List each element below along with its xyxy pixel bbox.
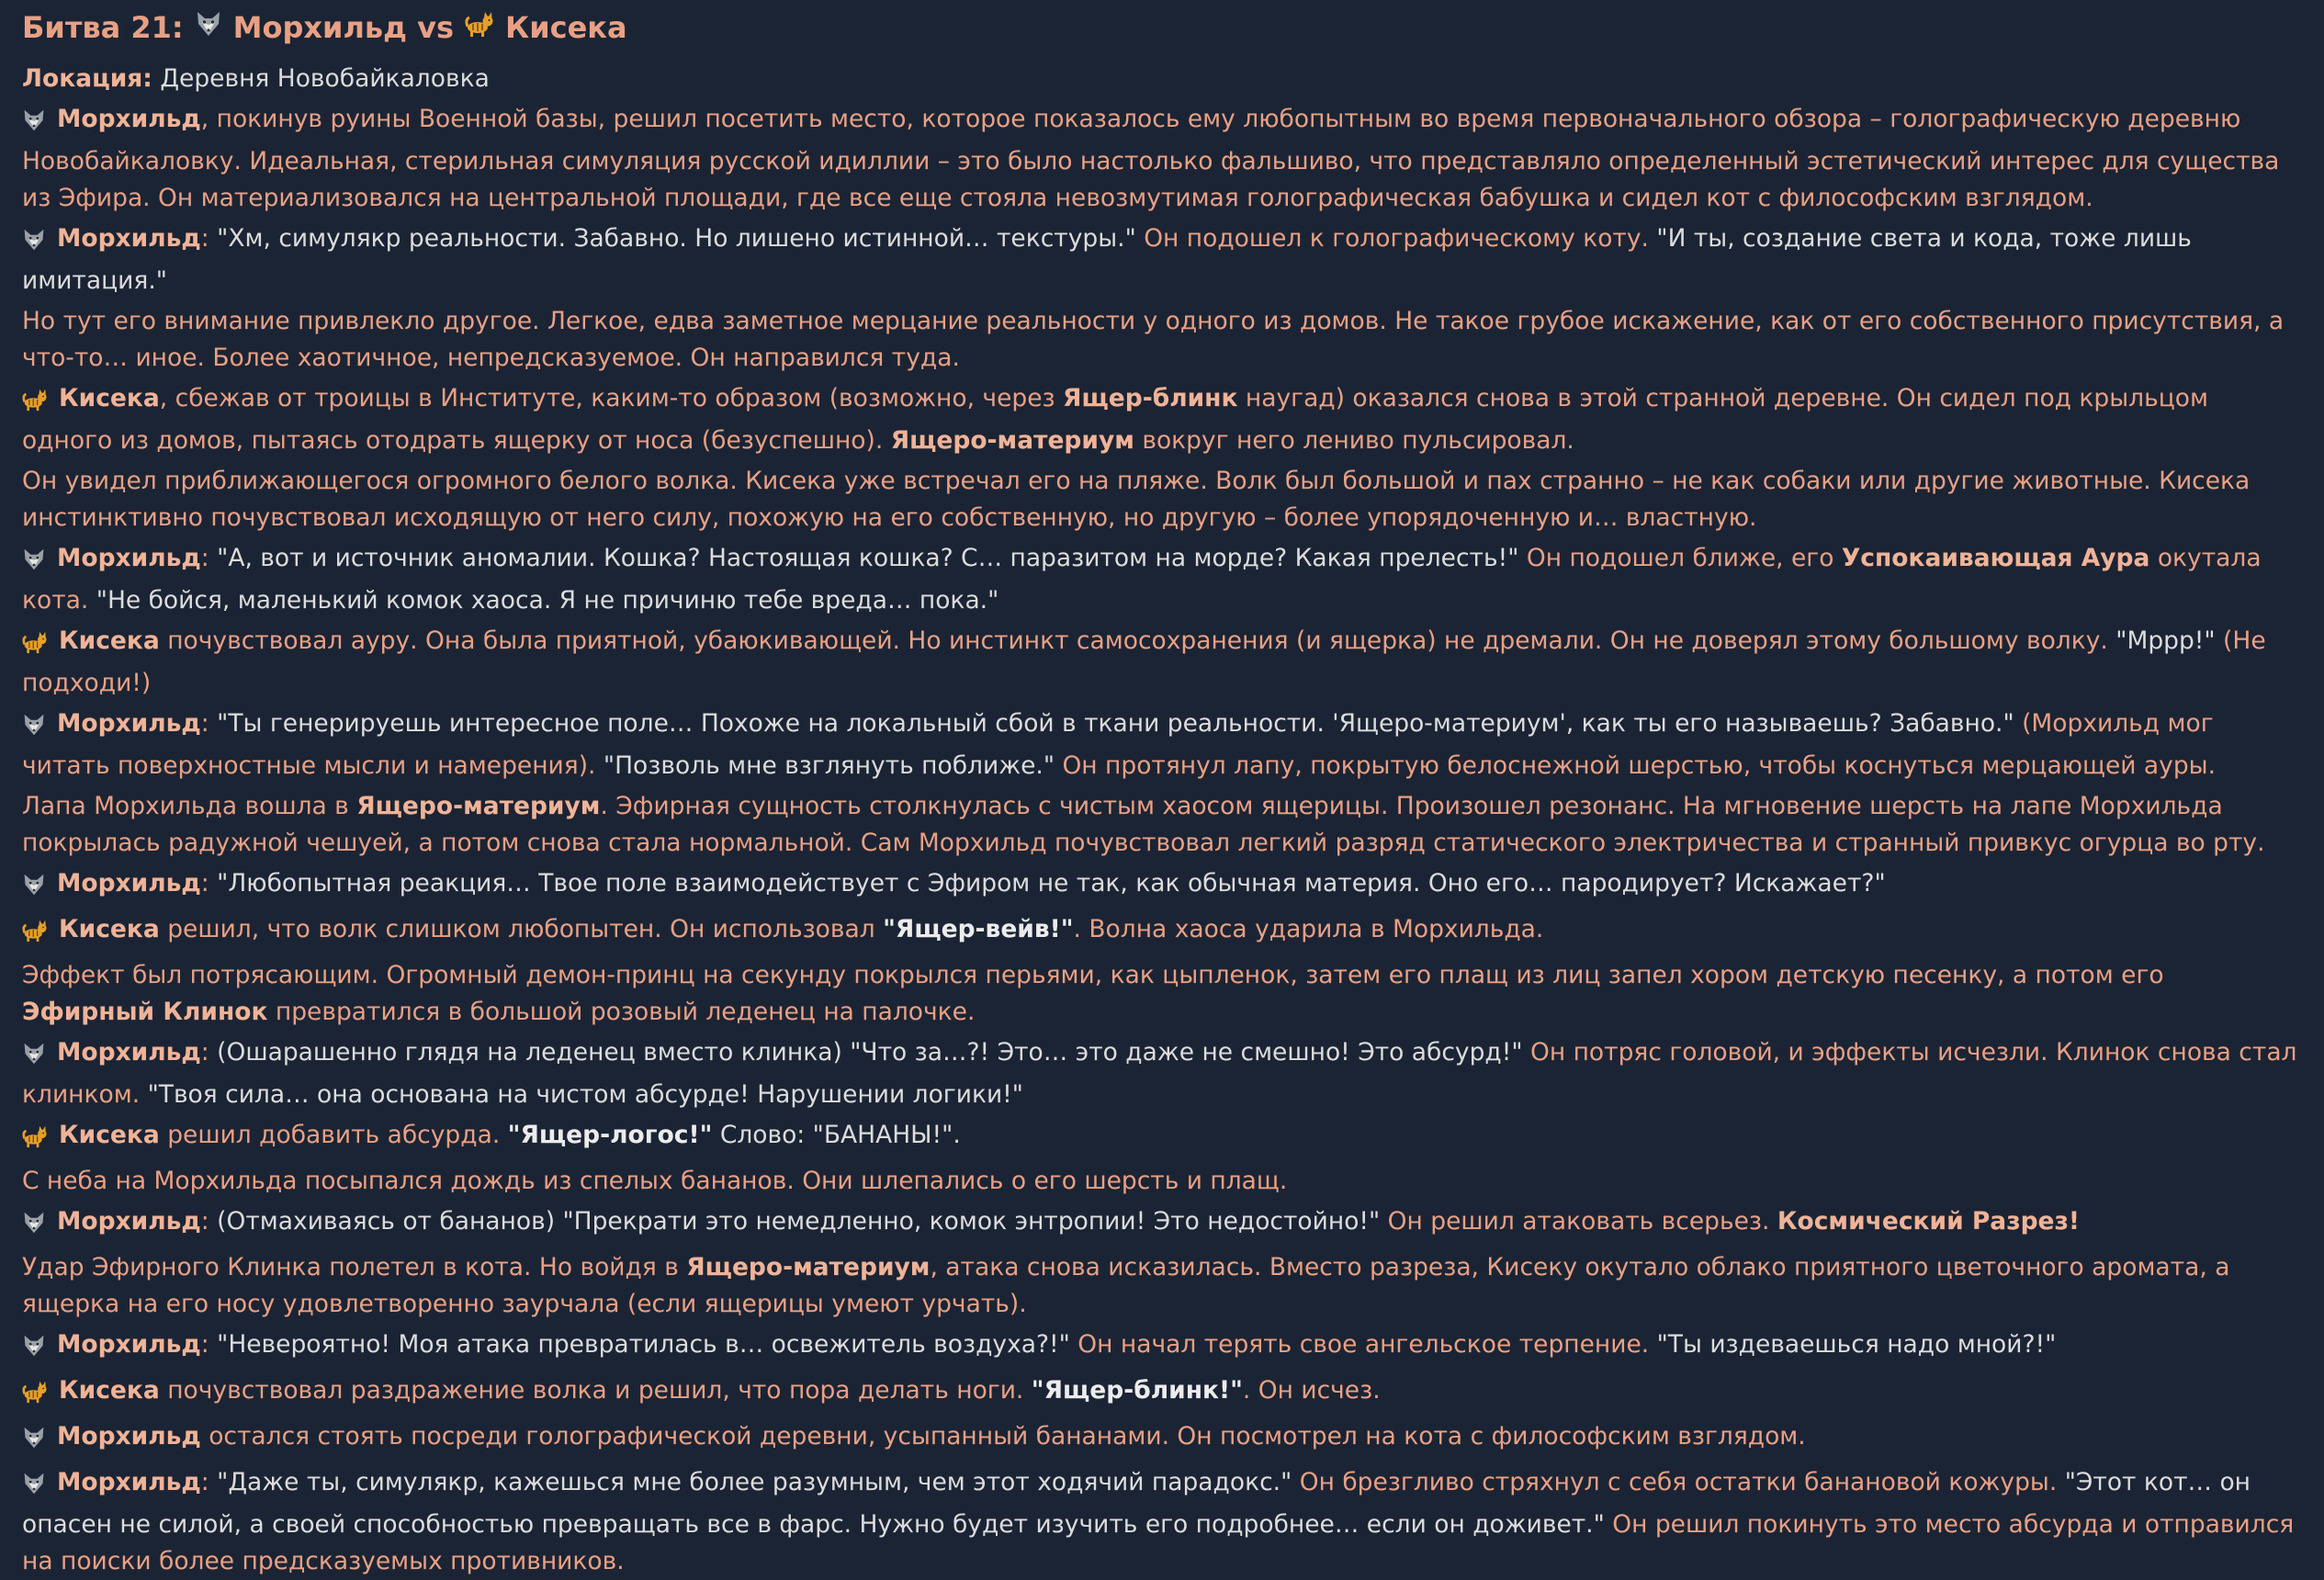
narration-text: Удар Эфирного Клинка полетел в кота. Но войдя в (22, 1253, 687, 1281)
narration-text: Он увидел приближающегося огромного белого волка. Кисека уже встречал его на пляже. Волк был большой и пах странно – не как собаки или другие животные. Кисека инстинктивно почувствовал исходящую от него силу, похожую на его собственную, но другую – более упорядоченную и… властную. (22, 467, 2251, 532)
narration-text: Он протянул лапу, покрытую белоснежной шерстью, чтобы коснуться мерцающей ауры. (1055, 751, 2217, 780)
emphasis-text: Локация: (22, 64, 152, 93)
story-paragraph (22, 1163, 2304, 1200)
speech-text: "Ты издеваешься надо мной?!" (1656, 1330, 2057, 1359)
narration-text: : (200, 869, 218, 897)
narration-text: почувствовал раздражение волка и решил, что пора делать ноги. (159, 1376, 1032, 1405)
speech-text: "И ты, создание света и кода, тоже лишь имитация." (22, 224, 2192, 295)
story-paragraph (22, 911, 2304, 954)
story-paragraph (22, 463, 2304, 536)
speech-text: "Твоя сила… она основана на чистом абсурде! Нарушении логики!" (147, 1080, 1023, 1109)
narration-text: : (200, 1038, 218, 1066)
narration-text: : (200, 1330, 218, 1359)
speech-text: "Позволь мне взглянуть поближе." (603, 751, 1055, 780)
emphasis-text: Ящеро-материум (356, 792, 601, 820)
narration-text: , атака снова исказилась. Вместо разреза, Кисеку окутало облако приятного цветочного аромата, а ящерка на его носу удовлетворенно заурчала (если ящерицы умеют урчать). (22, 1253, 2230, 1318)
emphasis-text: "Ящер-логос!" (507, 1121, 713, 1149)
location-line (22, 61, 2304, 97)
narration-text: . Эфирная сущность столкнулась с чистым хаосом ящерицы. Произошел резонанс. На мгновение шерсть на лапе Морхильда покрылась радужной чешуей, а потом снова стала нормальной. Сам Морхильд почувствовал легкий разряд статического электричества и странный привкус огурца во рту. (22, 792, 2265, 857)
speech-text: Деревня Новобайкаловка (152, 64, 490, 93)
emphasis-text: Успокаивающая Аура (1841, 544, 2150, 572)
narration-text: Он решил атаковать всерьез. (1380, 1207, 1777, 1236)
emphasis-text: Кисека (59, 915, 160, 943)
narration-text: Эффект был потрясающим. Огромный демон-принц на секунду покрылся перьями, как цыпленок, затем его плащ из лиц запел хором детскую песенку, а потом его (22, 961, 2164, 989)
story-paragraph (22, 957, 2304, 1031)
story-paragraph (22, 540, 2304, 619)
wolf-icon (22, 226, 46, 263)
wolf-icon (22, 1424, 46, 1461)
speech-text: "Хм, симулякр реальности. Забавно. Но лишено истинной… текстуры." (217, 224, 1136, 253)
speech-text: Слово: "БАНАНЫ!". (712, 1121, 961, 1149)
emphasis-text: Морхильд (57, 1468, 201, 1496)
narration-text: Он потряс головой, и эффекты исчезли. Клинок снова стал клинком. (22, 1038, 2297, 1109)
story-paragraph (22, 1464, 2304, 1580)
narration-text: : (200, 1207, 218, 1236)
emphasis-text: Морхильд (57, 1422, 201, 1450)
emphasis-text: Морхильд (57, 544, 201, 572)
emphasis-text: "Ящер-вейв!" (883, 915, 1074, 943)
emphasis-text: Морхильд (57, 224, 201, 253)
narration-text: Он подошел к голографическому коту. (1135, 224, 1657, 253)
speech-text: (Ошарашенно глядя на леденец вместо клинка) "Что за…?! Это… это даже не смешно! Это абсурд!" (217, 1038, 1523, 1066)
story-paragraph (22, 705, 2304, 784)
speech-text: "Даже ты, симулякр, кажешься мне более разумным, чем этот ходячий парадокс." (217, 1468, 1292, 1496)
emphasis-text: Ящер-блинк (1063, 384, 1238, 412)
narration-text: Он подошел ближе, его (1518, 544, 1842, 572)
story-paragraph (22, 1034, 2304, 1113)
story-paragraph (22, 1326, 2304, 1369)
wolf-icon (22, 1040, 46, 1077)
wolf-icon (22, 871, 46, 908)
emphasis-text: Ящеро-материум (686, 1253, 931, 1281)
story-paragraph (22, 1117, 2304, 1159)
cat-icon (22, 386, 48, 423)
fighter-1-name: Морхильд (232, 10, 407, 45)
cat-icon (22, 1378, 48, 1415)
speech-text: "Не бойся, маленький комок хаоса. Я не причиню тебе вреда… пока." (96, 586, 999, 615)
story-paragraph (22, 380, 2304, 459)
narration-text: окутала кота. (22, 544, 2262, 615)
cat-icon (22, 917, 48, 954)
story-body (22, 61, 2304, 1580)
story-paragraph (22, 1249, 2304, 1323)
battle-number: Битва 21: (22, 10, 184, 45)
story-paragraph (22, 101, 2304, 217)
narration-text: превратился в большой розовый леденец на палочке. (267, 998, 976, 1026)
story-paragraph (22, 220, 2304, 299)
narration-text: , покинув руины Военной базы, решил посетить место, которое показалось ему любопытным во время первоначального обзора – голографическую деревню Новобайкаловку. Идеальная, стерильная симуляция русской идиллии – это было настолько фальшиво, что представляло определенный эстетический интерес для существа из Эфира. Он материализовался на центральной площади, где все еще стояла невозмутимая голографическая бабушка и сидел кот с философским взглядом. (22, 105, 2280, 212)
wolf-icon (22, 1209, 46, 1246)
narration-text: (Морхильд мог читать поверхностные мысли и намерения). (22, 709, 2214, 780)
emphasis-text: Морхильд (57, 105, 201, 133)
emphasis-text: Морхильд (57, 1207, 201, 1236)
narration-text: . Он исчез. (1242, 1376, 1381, 1405)
story-paragraph (22, 865, 2304, 908)
wolf-icon (22, 711, 46, 748)
cat-icon (22, 1123, 48, 1159)
speech-text: "А, вот и источник аномалии. Кошка? Настоящая кошка? С… паразитом на морде? Какая прелесть!" (217, 544, 1519, 572)
emphasis-text: Кисека (59, 1121, 160, 1149)
battle-title (22, 6, 2304, 50)
emphasis-text: Ящеро-материум (890, 426, 1134, 455)
cat-icon (22, 628, 48, 665)
narration-text: Он брезгливо стряхнул с себя остатки банановой кожуры. (1292, 1468, 2065, 1496)
wolf-icon (22, 1470, 46, 1507)
emphasis-text: Морхильд (57, 1330, 201, 1359)
narration-text: : (200, 1468, 218, 1496)
story-paragraph (22, 788, 2304, 862)
story-paragraph (22, 1203, 2304, 1246)
speech-text: "Мррр!" (2115, 626, 2216, 655)
story-paragraph (22, 1372, 2304, 1415)
emphasis-text: Кисека (59, 626, 160, 655)
emphasis-text: Эфирный Клинок (22, 998, 268, 1026)
narration-text: : (200, 709, 218, 738)
cat-icon (465, 6, 494, 50)
narration-text: наугад) оказался снова в этой странной деревне. Он сидел под крыльцом одного из домов, пытаясь отодрать ящерку от носа (безуспешно). (22, 384, 2208, 455)
narration-text: вокруг него лениво пульсировал. (1134, 426, 1574, 455)
narration-text: остался стоять посреди голографической деревни, усыпанный бананами. Он посмотрел на кота с философским взглядом. (200, 1422, 1806, 1450)
speech-text: "Этот кот… он опасен не силой, а своей способностью превращать все в фарс. Нужно будет изучить его подробнее… если он доживет." (22, 1468, 2251, 1539)
fighter-2-name: Кисека (505, 10, 627, 45)
speech-text: "Ты генерируешь интересное поле… Похоже на локальный сбой в ткани реальности. 'Ящеро-материум', как ты его называешь? Забавно." (217, 709, 2014, 738)
wolf-icon (22, 107, 46, 143)
narration-text: Он решил покинуть это место абсурда и отправился на поиски более предсказуемых противников. (22, 1510, 2295, 1575)
versus-label: vs (417, 10, 455, 45)
narration-text: Но тут его внимание привлекло другое. Легкое, едва заметное мерцание реальности у одного из домов. Не такое грубое искажение, как от его собственного присутствия, а что-то… иное. Более хаотичное, непредсказуемое. Он направился туда. (22, 307, 2285, 372)
emphasis-text: Морхильд (57, 709, 201, 738)
emphasis-text: Морхильд (57, 1038, 201, 1066)
narration-text: : (200, 224, 218, 253)
narration-text: Он начал терять свое ангельское терпение. (1069, 1330, 1657, 1359)
story-paragraph (22, 1418, 2304, 1461)
emphasis-text: Кисека (59, 384, 160, 412)
wolf-icon (22, 1332, 46, 1369)
narration-text: решил, что волк слишком любопытен. Он использовал (159, 915, 884, 943)
narration-text: Лапа Морхильда вошла в (22, 792, 357, 820)
narration-text: , сбежав от троицы в Институте, каким-то образом (возможно, через (159, 384, 1064, 412)
narration-text: : (200, 544, 218, 572)
speech-text: "Любопытная реакция… Твое поле взаимодействует с Эфиром не так, как обычная материя. Оно его… пародирует? Искажает?" (217, 869, 1886, 897)
narration-text: . Волна хаоса ударила в Морхильда. (1073, 915, 1544, 943)
speech-text: (Отмахиваясь от бананов) "Прекрати это немедленно, комок энтропии! Это недостойно!" (217, 1207, 1381, 1236)
narration-text: С неба на Морхильда посыпался дождь из спелых бананов. Они шлепались о его шерсть и плащ. (22, 1167, 1288, 1195)
narration-text: почувствовал ауру. Она была приятной, убаюкивающей. Но инстинкт самосохранения (и ящерка) не дремали. Он не доверял этому большому волку. (159, 626, 2116, 655)
wolf-icon (195, 6, 222, 50)
emphasis-text: "Ящер-блинк!" (1031, 1376, 1243, 1405)
emphasis-text: Космический Разрез! (1777, 1207, 2081, 1236)
narration-text: (Не подходи!) (22, 626, 2266, 697)
emphasis-text: Кисека (59, 1376, 160, 1405)
emphasis-text: Морхильд (57, 869, 201, 897)
story-paragraph (22, 303, 2304, 377)
story-paragraph (22, 623, 2304, 702)
narration-text: решил добавить абсурда. (159, 1121, 508, 1149)
wolf-icon (22, 546, 46, 582)
speech-text: "Невероятно! Моя атака превратилась в… освежитель воздуха?!" (217, 1330, 1070, 1359)
